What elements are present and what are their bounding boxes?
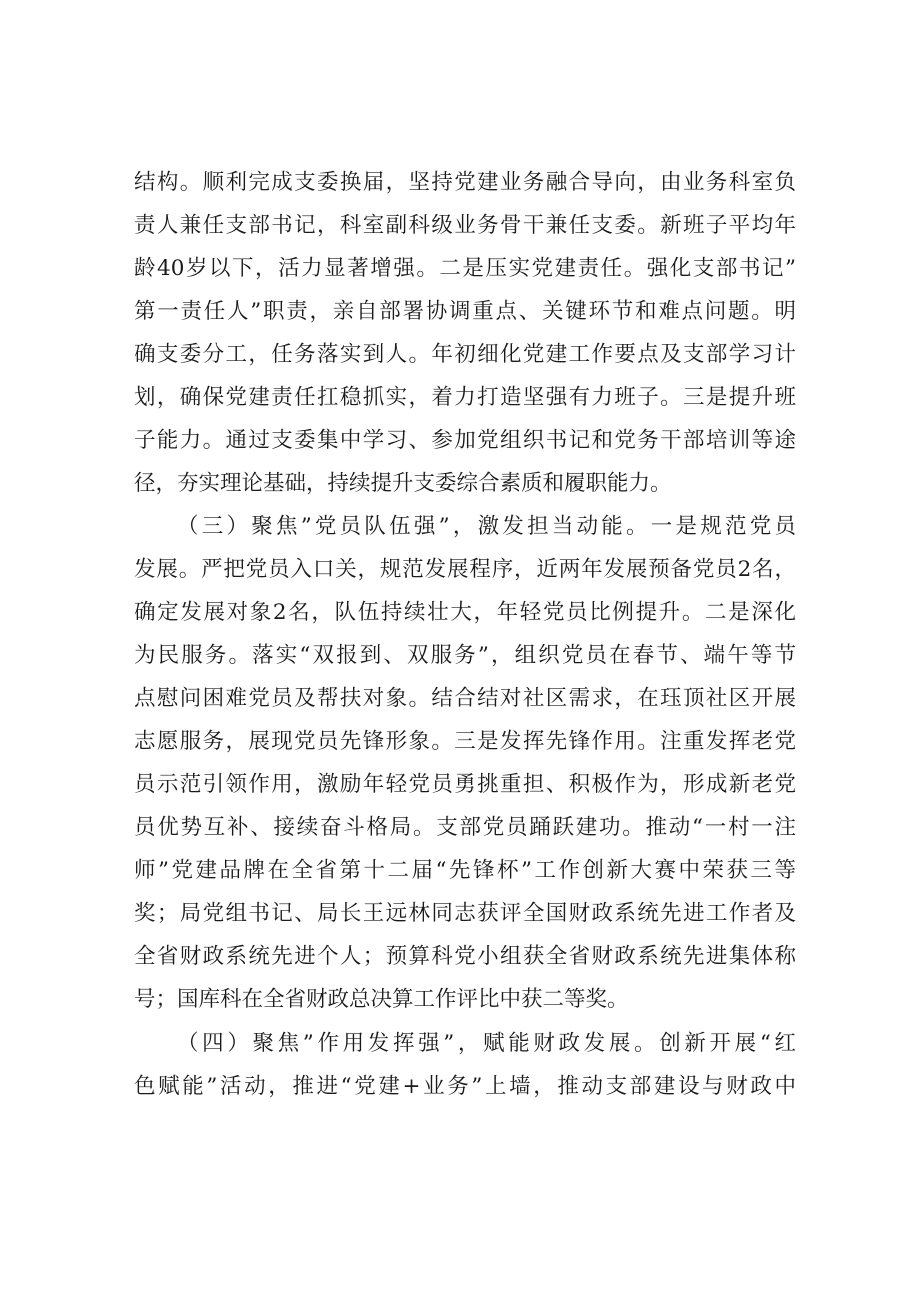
text-line: 师”党建品牌在全省第十二届“先锋杯”工作创新大赛中荣获三等 [134, 858, 796, 883]
text-line: 结构。顺利完成支委换届，坚持党建业务融合导向，由业务科室负 [134, 170, 796, 195]
text-line: 点慰问困难党员及帮扶对象。结合结对社区需求，在珏顶社区开展 [134, 686, 796, 711]
text-line: 为民服务。落实“双报到、双服务”，组织党员在春节、端午等节 [134, 643, 796, 668]
text-line: 责人兼任支部书记，科室副科级业务骨干兼任支委。新班子平均年 [134, 213, 796, 238]
text-line: 确支委分工，任务落实到人。年初细化党建工作要点及支部学习计 [134, 342, 796, 367]
text-line: 第一责任人”职责，亲自部署协调重点、关键环节和难点问题。明 [134, 299, 796, 324]
text-line: 子能力。通过支委集中学习、参加党组织书记和党务干部培训等途 [134, 428, 796, 453]
text-line: 员优势互补、接续奋斗格局。支部党员踊跃建功。推动“一村一注 [134, 815, 796, 840]
text-line: 确定发展对象2名，队伍持续壮大，年轻党员比例提升。二是深化 [134, 600, 796, 625]
text-line: 划，确保党建责任扛稳抓实，着力打造坚强有力班子。三是提升班 [134, 385, 796, 410]
text-line: 全省财政系统先进个人；预算科党小组获全省财政系统先进集体称 [134, 944, 796, 969]
text-line: 发展。严把党员入口关，规范发展程序，近两年发展预备党员2名， [134, 557, 796, 582]
text-line: 号；国库科在全省财政总决算工作评比中获二等奖。 [134, 987, 629, 1012]
text-line-heading: （三）聚焦”党员队伍强”，激发担当动能。一是规范党员 [177, 514, 796, 539]
text-line: 色赋能”活动，推进“党建+业务”上墙，推动支部建设与财政中 [134, 1074, 796, 1099]
text-line: 员示范引领作用，激励年轻党员勇挑重担、积极作为，形成新老党 [134, 772, 796, 797]
text-line-heading: （四）聚焦”作用发挥强”，赋能财政发展。创新开展“红 [177, 1031, 796, 1056]
text-line: 径，夯实理论基础，持续提升支委综合素质和履职能力。 [134, 471, 672, 496]
text-line: 志愿服务，展现党员先锋形象。三是发挥先锋作用。注重发挥老党 [134, 729, 796, 754]
text-line: 龄40岁以下，活力显著增强。二是压实党建责任。强化支部书记” [134, 256, 796, 281]
text-line: 奖；局党组书记、局长王远林同志获评全国财政系统先进工作者及 [134, 901, 796, 926]
